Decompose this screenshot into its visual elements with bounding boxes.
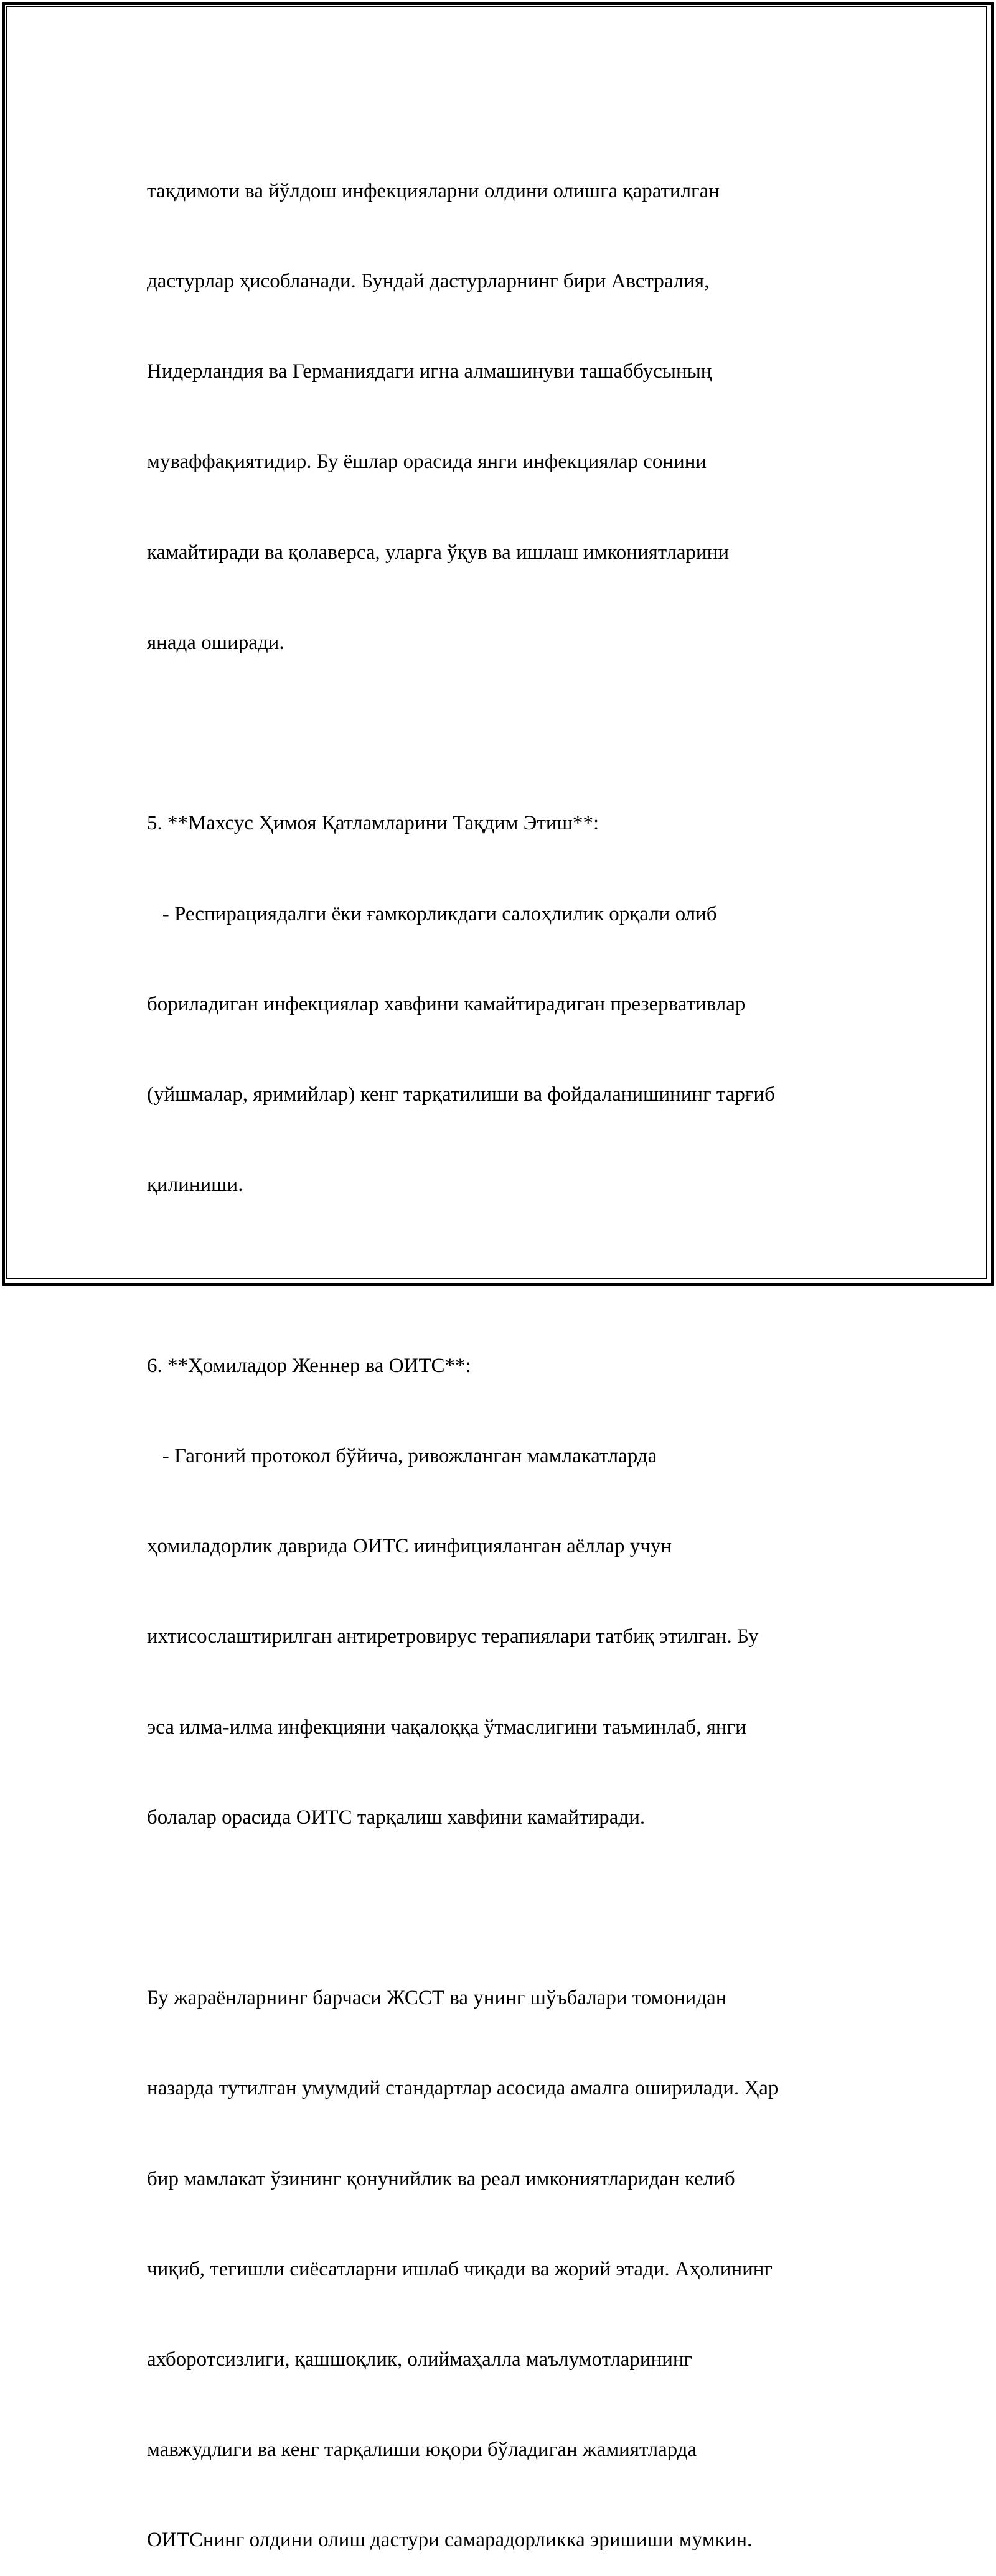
text-line: ҳомиладорлик даврида ОИТС иинфицияланган аёллар учун: [147, 1535, 672, 1558]
text-line: - Гагоний протокол бўйича, ривожланган мамлакатларда: [147, 1444, 657, 1467]
text-line: қилиниши.: [147, 1174, 243, 1197]
text-line: ихтисослаштирилган антиретровирус терапиялари татбиқ этилган. Бу: [147, 1625, 759, 1648]
text-line: муваффақиятидир. Бу ёшлар орасида янги инфекциялар сонини: [147, 450, 707, 474]
text-line: бориладиган инфекциялар хавфини камайтирадиган презервативлар: [147, 992, 746, 1015]
text-line: Бу жараёнларнинг барчаси ЖССТ ва унинг шўъбалари томонидан: [147, 1987, 727, 2010]
text-line: ОИТСнинг олдини олиш дастури самарадорликка эришиши мумкин.: [147, 2529, 753, 2552]
text-line: назарда тутилган умумдий стандартлар асосида амалга оширилади. Ҳар: [147, 2077, 779, 2100]
text-line: мавжудлиги ва кенг тарқалиши юқори бўладиган жамиятларда: [147, 2438, 697, 2462]
paragraph-item-6: [147, 1290, 863, 1893]
item-heading: 6. **Ҳомиладор Женнер ва ОИТС**:: [147, 1354, 471, 1377]
document-body: [147, 116, 863, 2576]
paragraph-intro: [147, 116, 863, 718]
text-line: (уйшмалар, яримийлар) кенг тарқатилиши ва фойдаланишининг тарғиб: [147, 1083, 775, 1106]
text-line: - Респирациядалги ёки ғамкорликдаги салоҳлилик орқали олиб: [147, 902, 717, 925]
item-heading: 5. **Махсус Ҳимоя Қатламларини Тақдим Этиш**:: [147, 812, 599, 835]
text-line: камайтиради ва қолаверса, уларга ўқув ва ишлаш имкониятларини: [147, 541, 730, 564]
text-line: болалар орасида ОИТС тарқалиш хавфини камайтиради.: [147, 1806, 646, 1829]
text-line: янада оширади.: [147, 631, 284, 654]
paragraph-spacer: [147, 1893, 863, 1923]
paragraph-spacer: [147, 1260, 863, 1290]
text-line: эса илма-илма инфекцияни чақалоққа ўтмаслигини таъминлаб, янги: [147, 1715, 746, 1738]
paragraph-item-5: [147, 749, 863, 1261]
text-line: ахборотсизлиги, қашшоқлик, олиймаҳалла маълумотларининг: [147, 2348, 693, 2371]
text-line: Нидерландия ва Германиядаги игна алмашинуви ташаббусының: [147, 360, 712, 383]
paragraph-spacer: [147, 718, 863, 748]
text-line: бир мамлакат ўзининг қонунийлик ва реал имкониятларидан келиб: [147, 2167, 735, 2190]
text-line: тақдимоти ва йўлдош инфекцияларни олдини олишга қаратилган: [147, 179, 720, 202]
paragraph-conclusion: [147, 1923, 863, 2576]
text-line: чиқиб, тегишли сиёсатларни ишлаб чиқади ва жорий этади. Аҳолининг: [147, 2257, 773, 2280]
text-line: дастурлар ҳисобланади. Бундай дастурларнинг бири Австралия,: [147, 270, 710, 293]
